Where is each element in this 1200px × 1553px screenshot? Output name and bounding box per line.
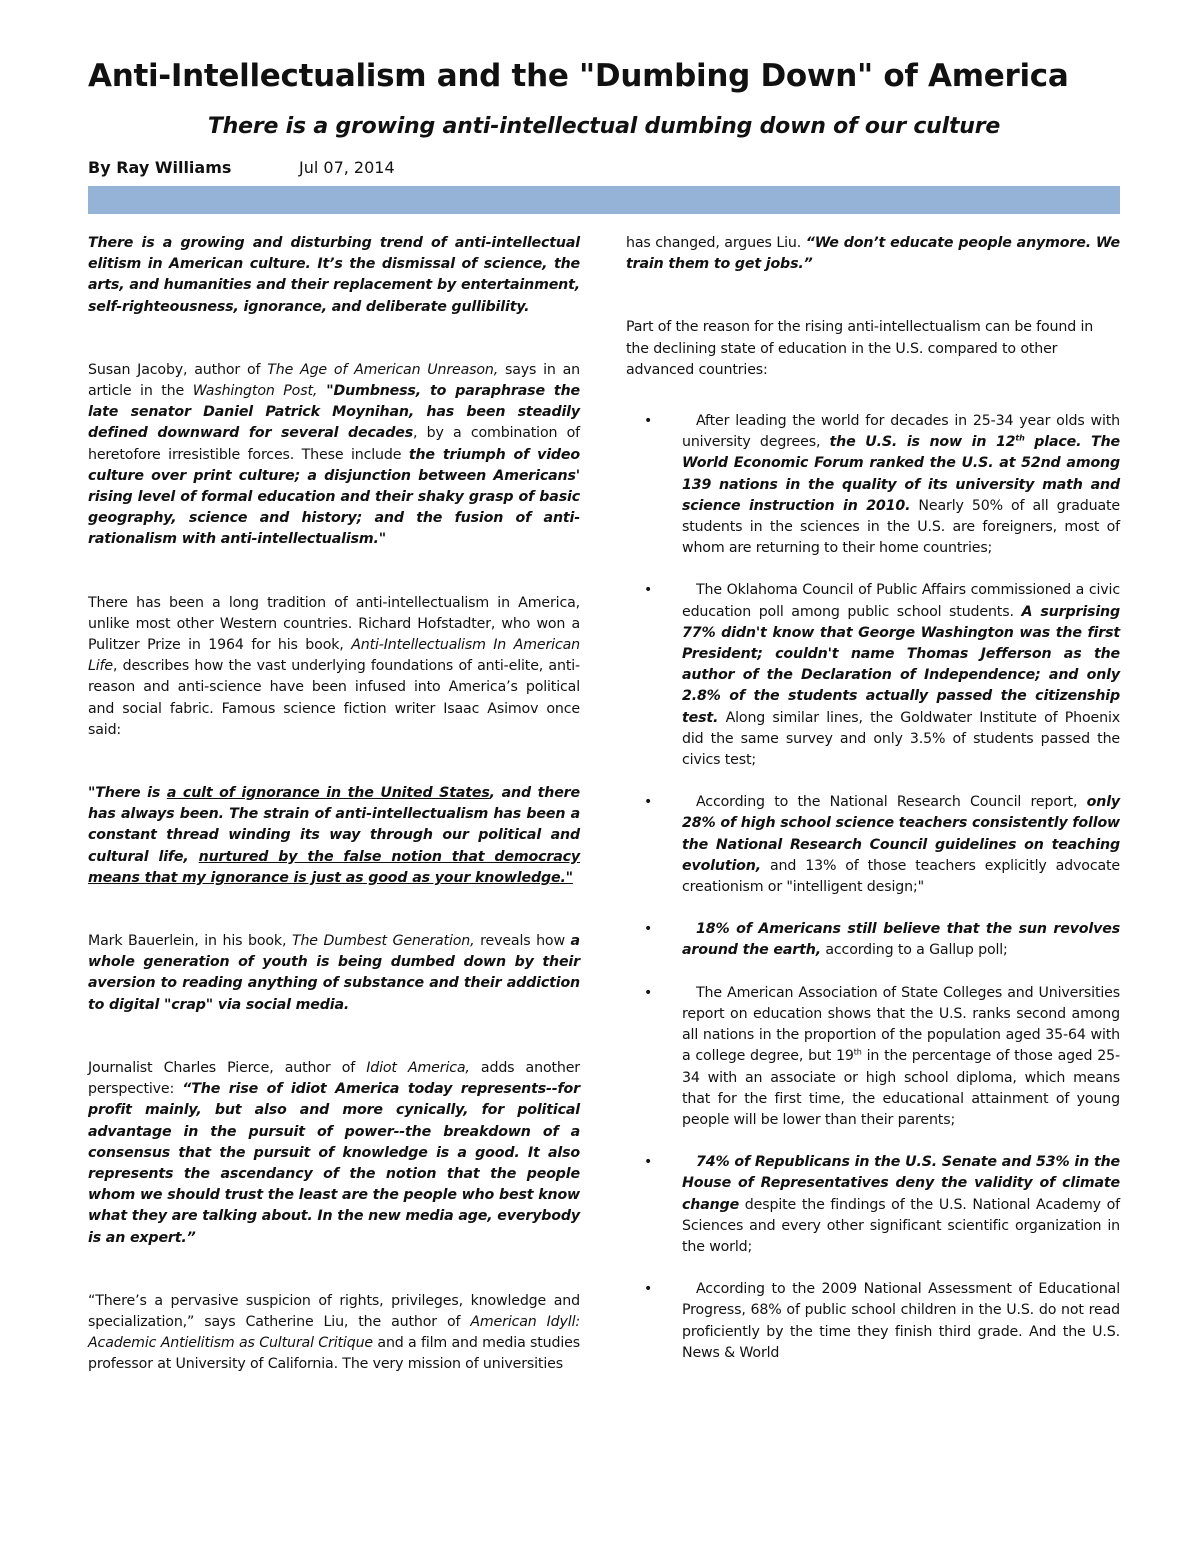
asimov-quote (88, 783, 580, 889)
liu-continued-paragraph (626, 233, 1120, 275)
text-run: , describes how the vast underlying foundations of anti-elite, anti-reason and anti-science have been infused into America’s political and social fabric. Famous science fiction writer Isaac Asimov once said: (88, 658, 580, 738)
emphasis-run: 18% of Americans still believe that the sun revolves around the earth, (682, 921, 1120, 959)
right-column (626, 233, 1120, 1385)
bullet-icon: • (644, 1281, 653, 1298)
book-title: The Age of American Unreason, (267, 361, 499, 378)
bullet-icon: • (644, 794, 653, 811)
publication-name: Washington Post, (192, 383, 318, 400)
text-run: says in an article in the (88, 361, 580, 400)
quote-run: a whole generation of youth is being dumbed down by their aversion to reading anything of substance and their addiction to digital "crap" via social media. (88, 933, 580, 1013)
quote-run: “We don’t educate people anymore. We train them to get jobs.” (626, 235, 1120, 273)
text-run: There has been a long tradition of anti-intellectualism in America, unlike most other Western countries. Richard Hofstadter, who won a Pulitzer Prize in 1964 for his book, (88, 594, 580, 654)
text-run: , by a combination of heretofore irresistible forces. These include (88, 425, 581, 463)
book-title: Idiot America, (366, 1059, 470, 1076)
book-title: The Dumbest Generation, (291, 933, 475, 950)
underlined-quote-run: nurtured by the false notion that democracy means that my ignorance is just as good as your knowledge." (88, 848, 580, 886)
quote-run: the triumph of video culture over print culture; a disjunction between Americans' rising level of formal education and their shaky grasp of basic geography, science and history; and the fusion of anti-rationalism with anti-intellectualism." (88, 446, 580, 548)
article-subtitle: There is a growing anti-intellectual dumbing down of our culture (207, 114, 1001, 139)
text-run: The Oklahoma Council of Public Affairs commissioned a civic education poll among public school students. (682, 582, 1120, 620)
text-run: “There’s a pervasive suspicion of rights, privileges, knowledge and specialization,” says Catherine Liu, the author of (88, 1292, 580, 1330)
bullet-icon: • (644, 921, 653, 938)
quote-run: "Dumbness, to paraphrase the late senator Daniel Patrick Moynihan, has been steadily defined downward for several decades (88, 383, 580, 442)
jacoby-paragraph (88, 360, 580, 551)
text-run: reveals how (474, 933, 571, 950)
text-run: According to the 2009 National Assessment of Educational Progress, 68% of public school children in the U.S. do not read proficiently by the time they finish third grade. And the U.S. News & World (682, 1281, 1120, 1361)
text-run: despite the findings of the U.S. National Academy of Sciences and every other significant scientific organization in the world; (682, 1196, 1120, 1255)
left-column (88, 233, 580, 1376)
underlined-quote-run: a cult of ignorance in the United States (166, 785, 490, 802)
hofstadter-paragraph (88, 593, 580, 741)
list-item (626, 1279, 1120, 1364)
list-item (626, 919, 1120, 961)
author-byline: By Ray Williams (88, 158, 232, 177)
text-run: according to a Gallup poll; (820, 942, 1008, 959)
quote-run: "There is (88, 785, 167, 802)
superscript: th (1015, 433, 1025, 443)
quote-run: , and there has always been. The strain of anti-intellectualism has been a constant thread winding its way through our political and cultural life, (88, 785, 580, 865)
book-title: American Idyll: Academic Antielitism as Cultural Critique (88, 1313, 580, 1352)
text-run: According to the National Research Council report, (696, 794, 1087, 811)
text-run: Susan Jacoby, author of (88, 361, 268, 378)
text-run: Mark Bauerlein, in his book, (88, 933, 292, 950)
text-run: Nearly 50% of all graduate students in the sciences in the U.S. are foreigners, most of whom are returning to their home countries; (682, 497, 1120, 557)
list-item (626, 1152, 1120, 1258)
article-title: Anti-Intellectualism and the "Dumbing Down" of America (88, 58, 1069, 94)
emphasis-run: place. The World Economic Forum ranked the U.S. at 52nd among 139 nations in the quality of its university math and science instruction in 2010. (682, 434, 1120, 514)
bauerlein-paragraph (88, 931, 580, 1016)
text-run: Along similar lines, the Goldwater Institute of Phoenix did the same survey and only 3.5% of students passed the civics test; (682, 709, 1120, 769)
book-title: Anti-Intellectualism In American Life (88, 637, 580, 675)
list-item (626, 983, 1120, 1131)
statistics-list (626, 411, 1120, 1364)
list-item (626, 580, 1120, 771)
header-banner (88, 186, 1120, 214)
emphasis-run: A surprising 77% didn't know that George Washington was the first President; couldn't name Thomas Jefferson as the author of the Declaration of Independence; and only 2.8% of the students actually passed the citizenship test. (682, 603, 1120, 726)
text-run: The American Association of State Colleges and Universities report on education shows that the U.S. ranks second among all nations in the proportion of the population aged 35-64 with a college degree, but 19 (682, 984, 1120, 1065)
publish-date: Jul 07, 2014 (299, 158, 395, 177)
text-run: and 13% of those teachers explicitly advocate creationism or "intelligent design;" (682, 857, 1120, 896)
list-item (626, 792, 1120, 898)
text-run: has changed, argues Liu. (626, 235, 806, 251)
emphasis-run: 74% of Republicans in the U.S. Senate and 53% in the House of Representatives deny the validity of climate change (682, 1154, 1120, 1213)
liu-paragraph (88, 1291, 580, 1376)
text-run: After leading the world for decades in 25-34 year olds with university degrees, (682, 413, 1120, 451)
education-intro-paragraph: Part of the reason for the rising anti-intellectualism can be found in the declining state of education in the U.S. compared to other advanced countries: (626, 319, 1094, 378)
quote-run: “The rise of idiot America today represents--for profit mainly, but also and more cynically, for political advantage in the pursuit of power--the breakdown of a consensus that the pursuit of knowledge is a good. It also represents the ascendancy of the notion that the people whom we should trust the least are the people who best know what they are talking about. In the new media age, everybody is an expert.” (88, 1081, 581, 1246)
bullet-icon: • (644, 984, 653, 1001)
list-item (626, 411, 1120, 559)
superscript: th (853, 1047, 862, 1057)
bullet-icon: • (644, 582, 653, 599)
bullet-icon: • (644, 413, 653, 430)
text-run: in the percentage of those aged 25-34 with an associate or high school diploma, which means that for the first time, the educational attainment of young people will be lower than their parents; (682, 1048, 1120, 1128)
text-run: Journalist Charles Pierce, author of (88, 1059, 367, 1076)
intro-paragraph: There is a growing and disturbing trend of anti-intellectual elitism in American culture. It’s the dismissal of science, the arts, and humanities and their replacement by entertainment, self-righteousness, ignorance, and deliberate gullibility. (88, 235, 580, 315)
emphasis-run: the U.S. is now in 12 (829, 434, 1016, 451)
text-run: adds another perspective: (88, 1059, 580, 1098)
pierce-paragraph (88, 1058, 580, 1249)
emphasis-run: only 28% of high school science teachers consistently follow the National Research Council guidelines on teaching evolution, (682, 794, 1120, 874)
text-run: and a film and media studies professor at University of California. The very mission of universities (88, 1335, 580, 1373)
bullet-icon: • (644, 1154, 653, 1171)
